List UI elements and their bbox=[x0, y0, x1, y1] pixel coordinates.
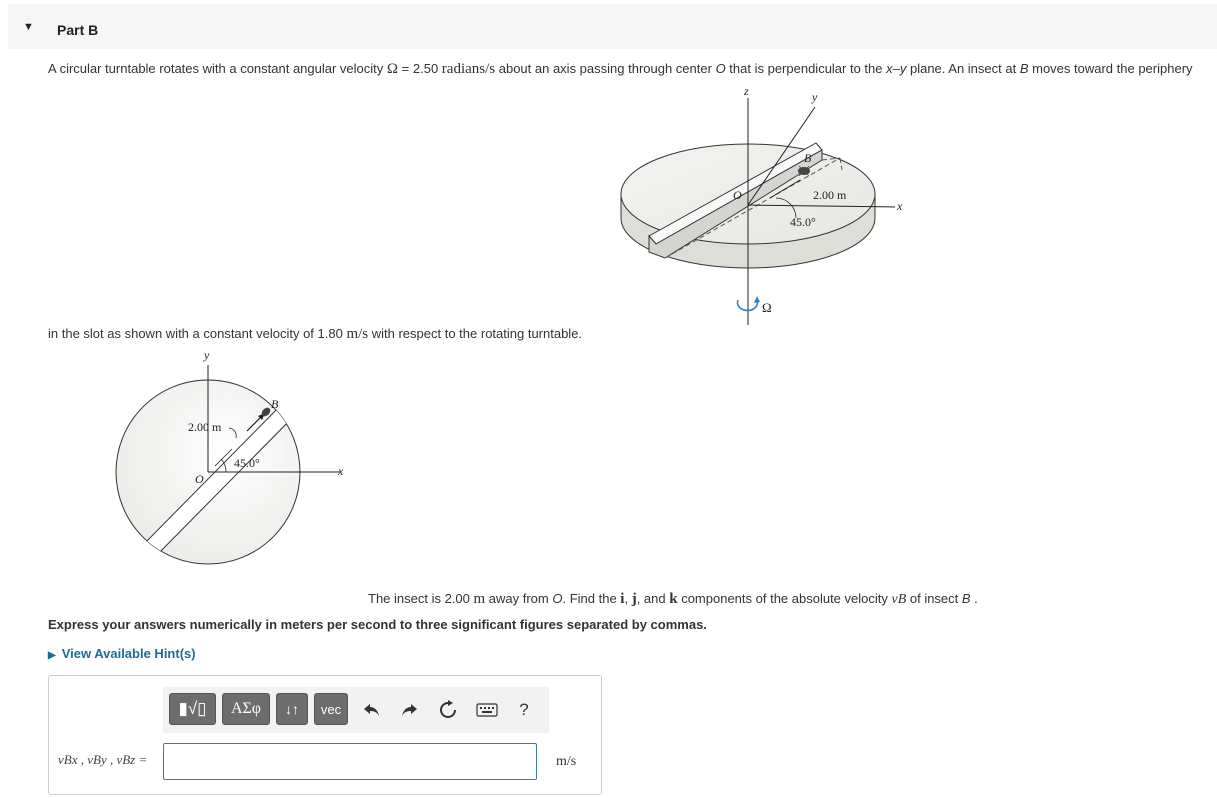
instruction-text: Express your answers numerically in meters per second to three significant figures separated by commas. bbox=[48, 617, 707, 632]
turntable-3d-figure bbox=[610, 82, 920, 330]
help-button[interactable]: ? bbox=[519, 700, 529, 719]
label-omega: Ω bbox=[762, 300, 772, 315]
view-hints-link[interactable]: ▶ View Available Hint(s) bbox=[48, 646, 196, 661]
part-header[interactable] bbox=[8, 4, 1217, 49]
redo-icon[interactable] bbox=[396, 697, 422, 723]
undo-icon[interactable] bbox=[359, 697, 385, 723]
label-distance-2d: 2.00 m bbox=[188, 420, 222, 434]
label-x: x bbox=[897, 199, 903, 213]
label-x-2d: x bbox=[338, 464, 344, 478]
label-z: z bbox=[744, 84, 749, 98]
label-angle: 45.0° bbox=[790, 215, 816, 229]
label-distance: 2.00 m bbox=[813, 188, 847, 202]
collapse-caret-icon[interactable]: ▼ bbox=[23, 21, 34, 33]
greek-symbols-button[interactable]: ΑΣφ bbox=[222, 693, 270, 725]
label-y: y bbox=[812, 90, 818, 104]
label-B-2d: B bbox=[271, 397, 279, 411]
caret-right-icon: ▶ bbox=[48, 650, 56, 661]
math-toolbar bbox=[163, 687, 549, 733]
answer-variable-label: vBx , vBy , vBz = bbox=[58, 752, 148, 767]
answer-unit: m/s bbox=[556, 754, 577, 769]
label-B: B bbox=[804, 151, 812, 165]
keyboard-icon[interactable] bbox=[474, 697, 500, 723]
subscript-superscript-button[interactable]: ↓↑ bbox=[276, 693, 308, 725]
part-title: Part B bbox=[57, 22, 99, 38]
label-y-2d: y bbox=[204, 348, 210, 362]
label-O: O bbox=[733, 188, 742, 202]
reset-icon[interactable] bbox=[435, 697, 461, 723]
turntable-top-view-figure bbox=[110, 345, 355, 570]
vector-button[interactable]: vec bbox=[314, 693, 348, 725]
problem-text-line1: A circular turntable rotates with a constant angular velocity Ω = 2.50 radians/s about an axis passing through center O that is perpendicular to the x–y plane. An insect at B moves toward the periphery bbox=[48, 61, 1193, 77]
problem-text-line2: in the slot as shown with a constant velocity of 1.80 m/s with respect to the rotating turntable. bbox=[48, 326, 583, 342]
problem-text-line3: The insect is 2.00 m away from O. Find the i, j, and k components of the absolute velocity vB of insect B . bbox=[368, 591, 978, 607]
label-O-2d: O bbox=[195, 472, 204, 486]
answer-input[interactable] bbox=[163, 743, 537, 780]
templates-button[interactable]: ▮√▯ bbox=[169, 693, 216, 725]
label-angle-2d: 45.0° bbox=[234, 456, 260, 470]
